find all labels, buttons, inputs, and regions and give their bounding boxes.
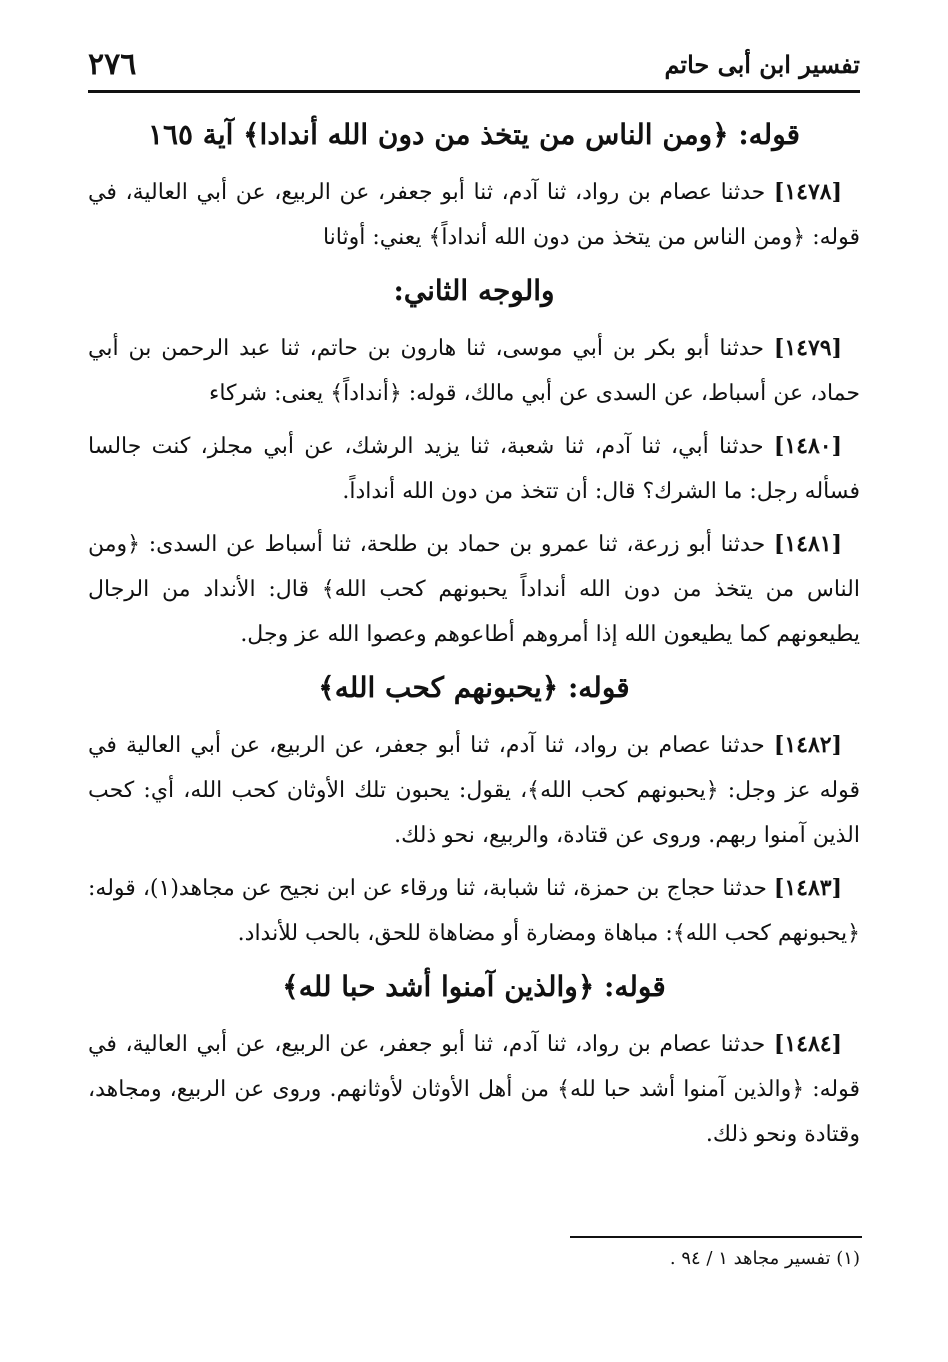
hadith-entry	[88, 723, 860, 858]
footnote: (١) تفسير مجاهد ١ / ٩٤ .	[669, 1248, 860, 1269]
main-text	[88, 104, 860, 1165]
page-number: ٢٧٦	[88, 46, 137, 82]
header-rule	[88, 90, 860, 93]
section-heading: والوجه الثاني:	[393, 274, 555, 307]
hadith-entry	[88, 1022, 860, 1157]
entry-text: حدثنا عصام بن رواد، ثنا آدم، ثنا أبو جعفر، عن الربيع، عن أبي العالية، في قوله: ﴿والذين آمنوا أشد حبا لله﴾ من أهل الأوثان لأوثانهم. وروى عن الربيع، ومجاهد، وقتادة ونحو ذلك.	[88, 1032, 860, 1147]
hadith-entry	[88, 326, 860, 416]
entry-text: حدثنا حجاج بن حمزة، ثنا شبابة، ثنا ورقاء عن ابن نجيح عن مجاهد(١)، قوله: ﴿يحبونهم كحب الله﴾: مباهاة ومضارة أو مضاهاة للحق، بالحب للأنداد.	[88, 876, 860, 946]
section-heading: قوله: ﴿ومن الناس من يتخذ من دون الله أندادا﴾ آية ١٦٥	[147, 118, 801, 151]
running-head	[88, 38, 860, 90]
hadith-entry	[88, 866, 860, 956]
hadith-entry	[88, 424, 860, 514]
entry-number: [١٤٧٩]	[773, 335, 842, 361]
entry-text: حدثنا أبي، ثنا آدم، ثنا شعبة، ثنا يزيد الرشك، عن أبي مجلز، كنت جالسا فسأله رجل: ما الشرك؟ قال: أن تتخذ من دون الله أنداداً.	[88, 434, 860, 504]
entry-text: حدثنا أبو بكر بن أبي موسى، ثنا هارون بن حاتم، ثنا عبد الرحمن بن أبي حماد، عن أسباط، عن السدى عن أبي مالك، قوله: ﴿أنداداً﴾ يعنى: شركاء	[88, 336, 860, 406]
section-heading: قوله: ﴿يحبونهم كحب الله﴾	[318, 671, 630, 704]
entry-number: [١٤٨٤]	[773, 1031, 842, 1057]
entry-number: [١٤٨١]	[773, 531, 843, 557]
section-heading: قوله: ﴿والذين آمنوا أشد حبا لله﴾	[282, 970, 666, 1003]
entry-number: [١٤٧٨]	[773, 179, 842, 205]
hadith-entry	[88, 522, 860, 657]
entry-text: حدثنا أبو زرعة، ثنا عمرو بن حماد بن طلحة، ثنا أسباط عن السدى: ﴿ومن الناس من يتخذ من دون الله أنداداً يحبونهم كحب الله﴾ قال: الأنداد من الرجال يطيعونهم كما يطيعون الله إذا أمروهم أطاعوهم وعصوا الله عز وجل.	[88, 532, 860, 647]
entry-text: حدثنا عصام بن رواد، ثنا آدم، ثنا أبو جعفر، عن الربيع، عن أبي العالية في قوله عز وجل: ﴿يحبونهم كحب الله﴾، يقول: يحبون تلك الأوثان كحب الله، أي: كحب الذين آمنوا ربهم. وروى عن قتادة، والربيع، نحو ذلك.	[88, 733, 860, 848]
entry-number: [١٤٨٠]	[773, 433, 842, 459]
entry-text: حدثنا عصام بن رواد، ثنا آدم، ثنا أبو جعفر، عن الربيع، عن أبي العالية، في قوله: ﴿ومن الناس من يتخذ من دون الله أنداداً﴾ يعني: أوثانا	[88, 180, 860, 250]
entry-number: [١٤٨٣]	[773, 875, 843, 901]
hadith-entry	[88, 170, 860, 260]
entry-number: [١٤٨٢]	[773, 732, 843, 758]
book-title: تفسير ابن أبى حاتم	[664, 49, 860, 79]
footnote-rule	[570, 1236, 862, 1238]
